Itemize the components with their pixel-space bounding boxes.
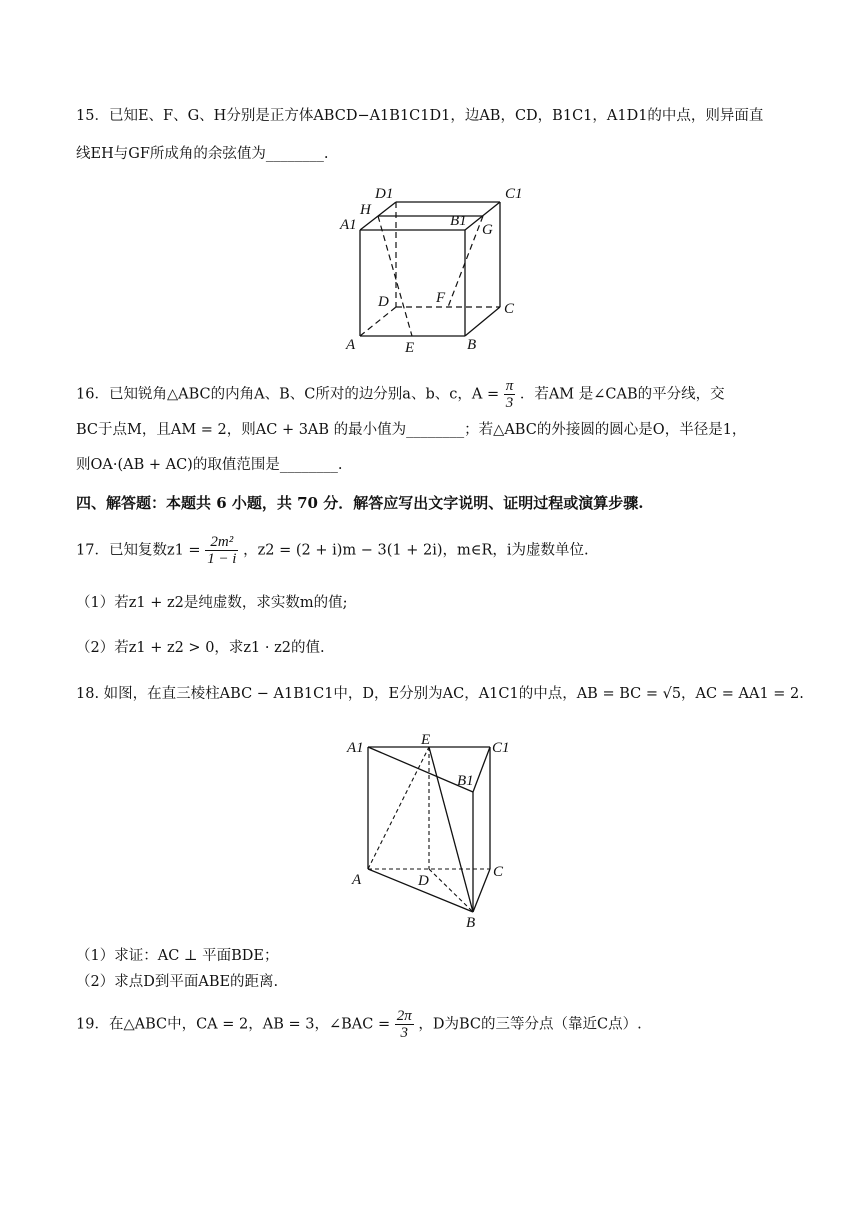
- prism-figure: [340, 728, 520, 934]
- q15-line1: 15．已知E、F、G、H分别是正方体ABCD−A1B1C1D1，边AB，CD，B1C1，A1D1的中点，则异面直: [76, 108, 764, 124]
- label-b1: B1: [457, 773, 474, 789]
- cube-edge: [465, 307, 500, 336]
- q17-line1-text-a: 17．已知复数z1 =: [76, 542, 201, 559]
- prism-edge: [473, 747, 490, 792]
- q16-line1: [76, 378, 725, 411]
- q18-line1: 18. 如图，在直三棱柱ABC − A1B1C1中，D，E分别为AC，A1C1的中点，AB = BC = √5，AC = AA1 = 2.: [76, 686, 804, 702]
- section-heading: 四、解答题：本题共 6 小题，共 70 分．解答应写出文字说明、证明过程或演算步骤.: [76, 494, 644, 512]
- label-c1: C1: [492, 740, 510, 756]
- q17-fraction: [205, 534, 238, 567]
- cube-figure: [330, 180, 530, 358]
- label-h: H: [360, 202, 371, 218]
- label-a: A: [352, 872, 362, 888]
- label-c1: C1: [505, 186, 523, 202]
- q16-line1-text-a: 16．已知锐角△ABC的内角A、B、C所对的边分别a、b、c，A =: [76, 386, 500, 403]
- q18-part2: （2）求点D到平面ABE的距离.: [76, 974, 279, 990]
- label-d: D: [378, 294, 389, 310]
- label-g: G: [482, 222, 493, 238]
- label-b1: B1: [450, 213, 467, 229]
- label-b: B: [466, 915, 476, 931]
- label-e: E: [421, 732, 431, 748]
- q18-part1: （1）求证：AC ⊥ 平面BDE；: [76, 948, 279, 964]
- q19-fraction: [395, 1008, 414, 1041]
- q16-fraction: [504, 378, 516, 411]
- segment-db: [429, 869, 473, 912]
- label-a1: A1: [340, 217, 357, 233]
- q17-frac-den: 1 − i: [207, 551, 237, 567]
- label-d: D: [418, 873, 429, 889]
- q19-line1: [76, 1008, 642, 1041]
- q19-frac-den: 3: [400, 1025, 408, 1041]
- q16-frac-den: 3: [505, 395, 514, 411]
- label-c: C: [493, 864, 504, 880]
- hidden-edge: [360, 307, 396, 336]
- label-a: A: [346, 337, 356, 353]
- q16-line1-text-b: ．若AM 是∠CAB的平分线，交: [519, 386, 725, 403]
- label-c: C: [504, 301, 515, 317]
- segment-eb: [429, 747, 473, 912]
- segment-eh: [378, 216, 412, 336]
- prism-edge: [473, 869, 490, 912]
- q17-part1: （1）若z1 + z2是纯虚数，求实数m的值;: [76, 595, 348, 611]
- label-a1: A1: [347, 740, 364, 756]
- q17-line1-text-b: ，z2 = (2 + i)m − 3(1 + 2i)，m∈R，i为虚数单位.: [243, 542, 589, 559]
- label-e: E: [405, 340, 415, 356]
- q17-part2: （2）若z1 + z2 > 0，求z1 · z2的值.: [76, 640, 325, 656]
- q16-line2: BC于点M，且AM = 2，则AC + 3AB 的最小值为________；若△ABC的外接圆的圆心是O，半径是1，: [76, 422, 747, 438]
- q19-line1-text-a: 19．在△ABC中，CA = 2，AB = 3，∠BAC =: [76, 1016, 391, 1033]
- label-b: B: [467, 337, 477, 353]
- segment-ae: [368, 747, 429, 869]
- q16-line3: 则OA·(AB + AC)的取值范围是________.: [76, 457, 343, 473]
- label-f: F: [436, 290, 446, 306]
- label-d1: D1: [375, 186, 394, 202]
- q16-frac-num: π: [505, 378, 514, 394]
- q19-line1-text-b: ，D为BC的三等分点（靠近C点）.: [418, 1016, 642, 1033]
- q17-line1: [76, 534, 589, 567]
- q17-frac-num: 2m²: [205, 534, 238, 551]
- q19-frac-num: 2π: [396, 1008, 412, 1024]
- q15-line2: 线EH与GF所成角的余弦值为________.: [76, 146, 329, 162]
